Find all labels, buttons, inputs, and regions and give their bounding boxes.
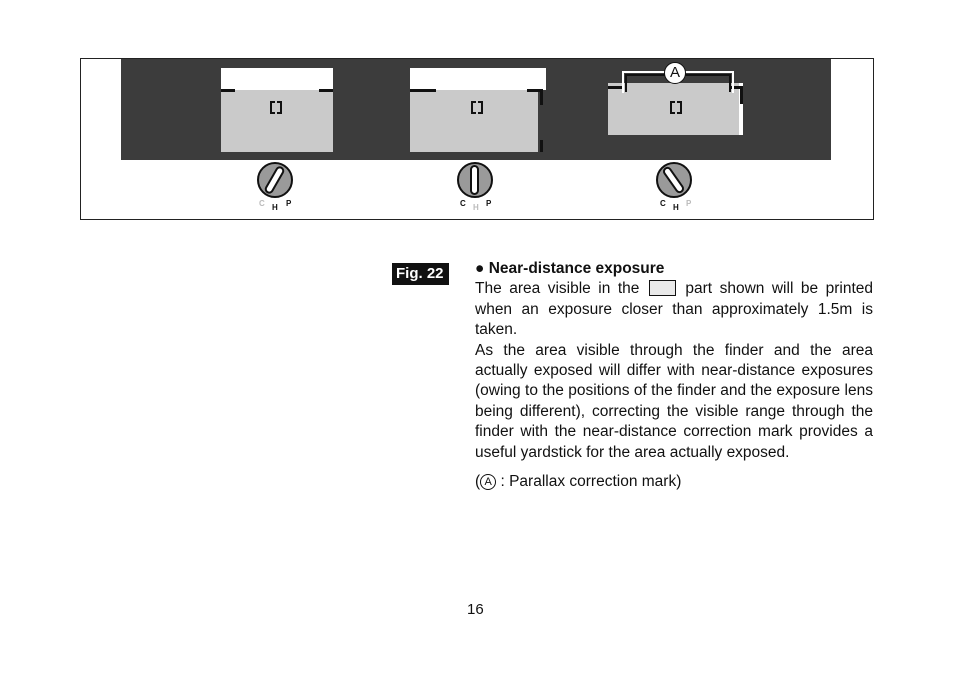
circled-a-icon: A [480,474,496,490]
af-frame-mark-2 [471,101,483,112]
dial-3-label-h: H [673,203,679,212]
mode-dial-2 [457,162,493,198]
bullet-icon: ● [475,260,485,277]
parallax-callout-marker: A [664,62,686,84]
visible-area-swatch-icon [649,280,676,296]
dial-lever-1 [263,165,286,195]
dial-1-label-p: P [286,199,292,208]
mode-dial-1 [257,162,293,198]
body-text [475,259,873,492]
dial-lever-2 [470,165,479,195]
af-frame-mark-1 [270,101,282,112]
dial-3-label-p: P [686,199,692,208]
viewfinder-figure [80,58,874,220]
section-heading [475,259,873,279]
page-number: 16 [467,601,484,618]
dial-1-label-h: H [272,203,278,212]
finder-view-panel-2 [410,68,546,152]
paragraph-1: The area visible in the part shown will be printed when an exposure closer than approximately 1.5m is taken. [475,280,874,339]
parallax-note: ( A : Parallax correction mark) [475,473,682,491]
af-frame-mark-3 [670,101,682,112]
figure-label: Fig. 22 [392,263,449,285]
dial-lever-3 [661,165,686,195]
mode-dial-3 [656,162,692,198]
finder-view-panel-1 [221,68,333,152]
dial-3-label-c: C [660,199,666,208]
heading-text: Near-distance exposure [488,260,665,277]
dial-2-label-c: C [460,199,466,208]
dial-1-label-c: C [259,199,265,208]
paragraph-2: As the area visible through the finder and the area actually exposed will differ with near-distance exposures (owing to the positions of the finder and the exposure lens being different), correcting the visible range through the finder with the near-distance correction mark provides a useful yardstick for the area actually exposed. [475,341,873,461]
dial-2-label-h: H [473,203,479,212]
dial-2-label-p: P [486,199,492,208]
